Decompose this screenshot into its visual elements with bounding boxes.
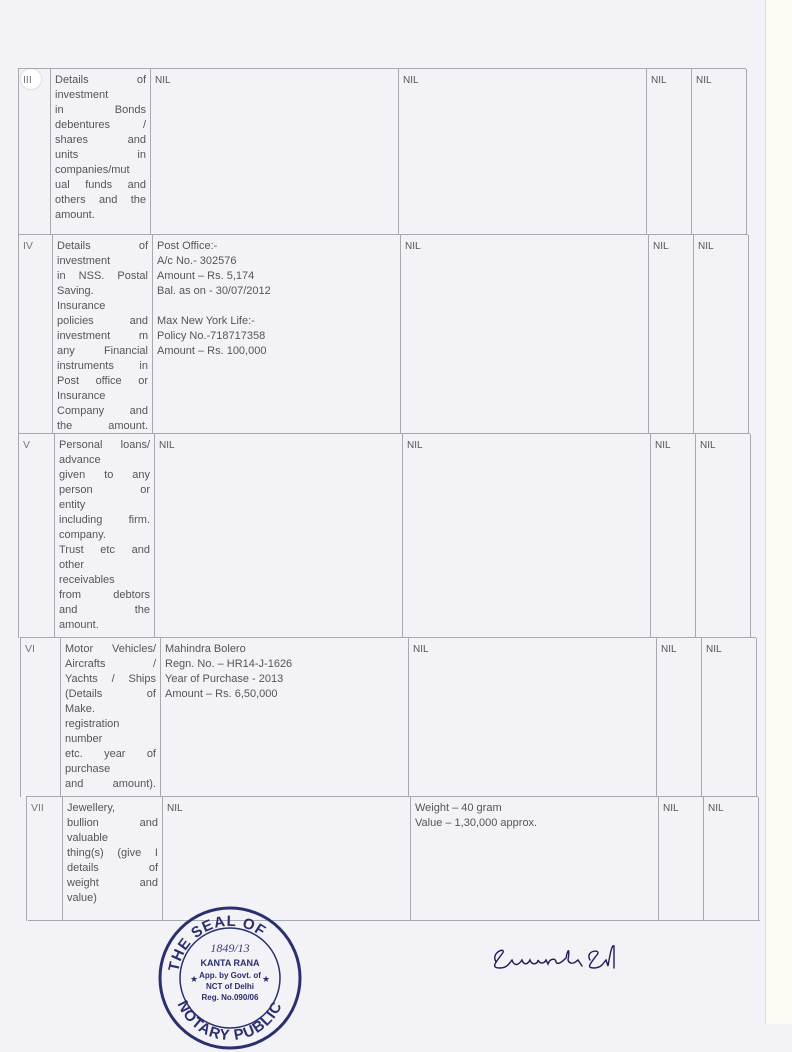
asset-detail-line: Policy No.-718717358 [157, 330, 266, 342]
asset-detail-line: Bal. as on - 30/07/2012 [157, 285, 271, 297]
self-asset-cell [155, 434, 403, 638]
dependent2-asset-cell [704, 797, 759, 921]
nil-value: NIL [651, 75, 667, 86]
description-line: Post office or [57, 375, 148, 387]
seal-number: 1849/13 [210, 941, 250, 955]
description-line: instruments in [57, 360, 148, 372]
serial-number-cell [19, 69, 51, 235]
serial-number: IV [23, 240, 33, 252]
asset-detail-line: A/c No.- 302576 [157, 255, 237, 267]
description-line: company. [59, 529, 106, 541]
dependent1-asset-cell [651, 434, 696, 638]
description-line: Insurance [57, 300, 106, 312]
seal-app2: NCT of Delhi [206, 982, 254, 991]
description-line: investment [57, 255, 111, 267]
description-line: ual funds and [55, 179, 146, 191]
nil-value: NIL [706, 644, 722, 655]
nil-value: NIL [159, 440, 175, 451]
description-line: person or [59, 484, 150, 496]
nil-value: NIL [663, 803, 679, 814]
description-cell [61, 638, 161, 797]
description-line: etc. year of [65, 748, 156, 760]
nil-value: NIL [655, 440, 671, 451]
asset-detail-line: Year of Purchase - 2013 [165, 673, 284, 685]
description-line: bullion and [67, 817, 158, 829]
spouse-asset-cell [399, 69, 647, 235]
description-line: Personal loans/ [59, 439, 150, 451]
description-line: valuable [67, 832, 108, 844]
spouse-asset-cell [403, 434, 651, 638]
dependent2-asset-cell [696, 434, 751, 638]
description-line: entity [59, 499, 86, 511]
description-line: value) [67, 892, 97, 904]
table-row [18, 433, 750, 638]
spouse-asset-cell [411, 797, 659, 921]
description-line: (Details of [65, 688, 156, 700]
description-line: debentures / [55, 119, 146, 131]
table-row [18, 234, 748, 434]
description-line: policies and [57, 315, 148, 327]
nil-value: NIL [167, 803, 183, 814]
dependent1-asset-cell [647, 69, 692, 235]
serial-number: V [23, 439, 31, 451]
description-line: amount. [55, 209, 95, 221]
nil-value: NIL [413, 644, 429, 655]
dependent1-asset-cell [657, 638, 702, 797]
asset-detail-line: Post Office:- [157, 240, 218, 252]
serial-number-cell [27, 797, 63, 921]
description-line: registration [65, 718, 120, 730]
nil-value: NIL [700, 440, 716, 451]
page-edge [765, 0, 792, 1024]
asset-detail-line: Max New York Life:- [157, 315, 255, 327]
self-asset-cell [163, 797, 411, 921]
description-cell [63, 797, 163, 921]
asset-detail-line: Value – 1,30,000 approx. [415, 817, 538, 829]
table-bottom-border [28, 920, 760, 921]
description-line: details of [67, 862, 158, 874]
description-line: units in [55, 149, 146, 161]
seal-app1: App. by Govt. of [199, 971, 261, 980]
signature [486, 938, 626, 978]
table-row [20, 637, 756, 797]
description-line: Company and [57, 405, 148, 417]
description-line: Insurance [57, 390, 106, 402]
description-line: amount. [59, 619, 99, 631]
dependent2-asset-cell [694, 235, 749, 434]
description-line: others and the [55, 194, 146, 206]
self-asset-cell [153, 235, 401, 434]
description-line: thing(s) (give I [67, 847, 158, 859]
spouse-asset-cell [401, 235, 649, 434]
description-line: Aircrafts / [65, 658, 156, 670]
description-line: receivables [59, 574, 115, 586]
description-line: weight and [67, 877, 158, 889]
seal-star-icon: ★ [261, 974, 271, 984]
description-line: any Financial [57, 345, 148, 357]
nil-value: NIL [661, 644, 677, 655]
description-line: Jewellery, [67, 802, 116, 814]
self-asset-cell [151, 69, 399, 235]
description-line: Details of [57, 240, 148, 252]
serial-number-cell [19, 235, 53, 434]
description-line: shares and [55, 134, 146, 146]
description-line: companies/mut [55, 164, 130, 176]
serial-number: III [23, 74, 32, 86]
table-row [18, 68, 746, 235]
description-line: purchase [65, 763, 111, 775]
description-line: including firm. [59, 514, 150, 526]
description-line: Make. [65, 703, 95, 715]
spouse-asset-cell [409, 638, 657, 797]
description-line: and amount). [65, 778, 156, 790]
seal-name: KANTA RANA [200, 958, 260, 968]
description-line: Saving. [57, 285, 94, 297]
asset-detail-line: Amount – Rs. 5,174 [157, 270, 255, 282]
description-line: number [65, 733, 103, 745]
serial-number: VI [25, 643, 35, 655]
nil-value: NIL [696, 75, 712, 86]
description-line: and the [59, 604, 150, 616]
seal-bottom-text: NOTARY PUBLIC [173, 997, 286, 1045]
serial-number-cell [19, 434, 55, 638]
description-line: Yachts / Ships [65, 673, 156, 685]
description-line: investment [55, 89, 109, 101]
description-line: Details of [55, 74, 146, 86]
nil-value: NIL [708, 803, 724, 814]
asset-detail-line: Regn. No. – HR14-J-1626 [165, 658, 293, 670]
description-line: the amount. [57, 420, 148, 432]
description-cell [55, 434, 155, 638]
notary-seal [156, 904, 304, 1052]
nil-value: NIL [653, 241, 669, 252]
serial-number: VII [31, 802, 44, 814]
description-line: advance [59, 454, 101, 466]
table-row [26, 796, 758, 921]
description-cell [53, 235, 153, 434]
nil-value: NIL [407, 440, 423, 451]
nil-value: NIL [698, 241, 714, 252]
asset-detail-line: Amount – Rs. 100,000 [157, 345, 267, 357]
description-line: given to any [59, 469, 150, 481]
description-line: Trust etc and [59, 544, 150, 556]
serial-number-cell [21, 638, 61, 797]
asset-detail-line: Mahindra Bolero [165, 643, 246, 655]
description-line: in Bonds [55, 104, 146, 116]
nil-value: NIL [403, 75, 419, 86]
description-line: from debtors [59, 589, 150, 601]
description-cell [51, 69, 151, 235]
seal-top-text: THE SEAL OF [165, 912, 270, 973]
dependent2-asset-cell [702, 638, 757, 797]
seal-star-icon: ★ [189, 974, 199, 984]
self-asset-cell [161, 638, 409, 797]
description-line: in NSS. Postal [57, 270, 148, 282]
description-line: investment m [57, 330, 148, 342]
dependent1-asset-cell [659, 797, 704, 921]
description-line: other [59, 559, 85, 571]
asset-detail-line [157, 299, 396, 314]
asset-detail-line: Weight – 40 gram [415, 802, 502, 814]
dependent1-asset-cell [649, 235, 694, 434]
description-line: Motor Vehicles/ [65, 643, 156, 655]
dependent2-asset-cell [692, 69, 747, 235]
nil-value: NIL [155, 75, 171, 86]
nil-value: NIL [405, 241, 421, 252]
seal-reg: Reg. No.090/06 [201, 993, 259, 1002]
asset-detail-line: Amount – Rs. 6,50,000 [165, 688, 278, 700]
